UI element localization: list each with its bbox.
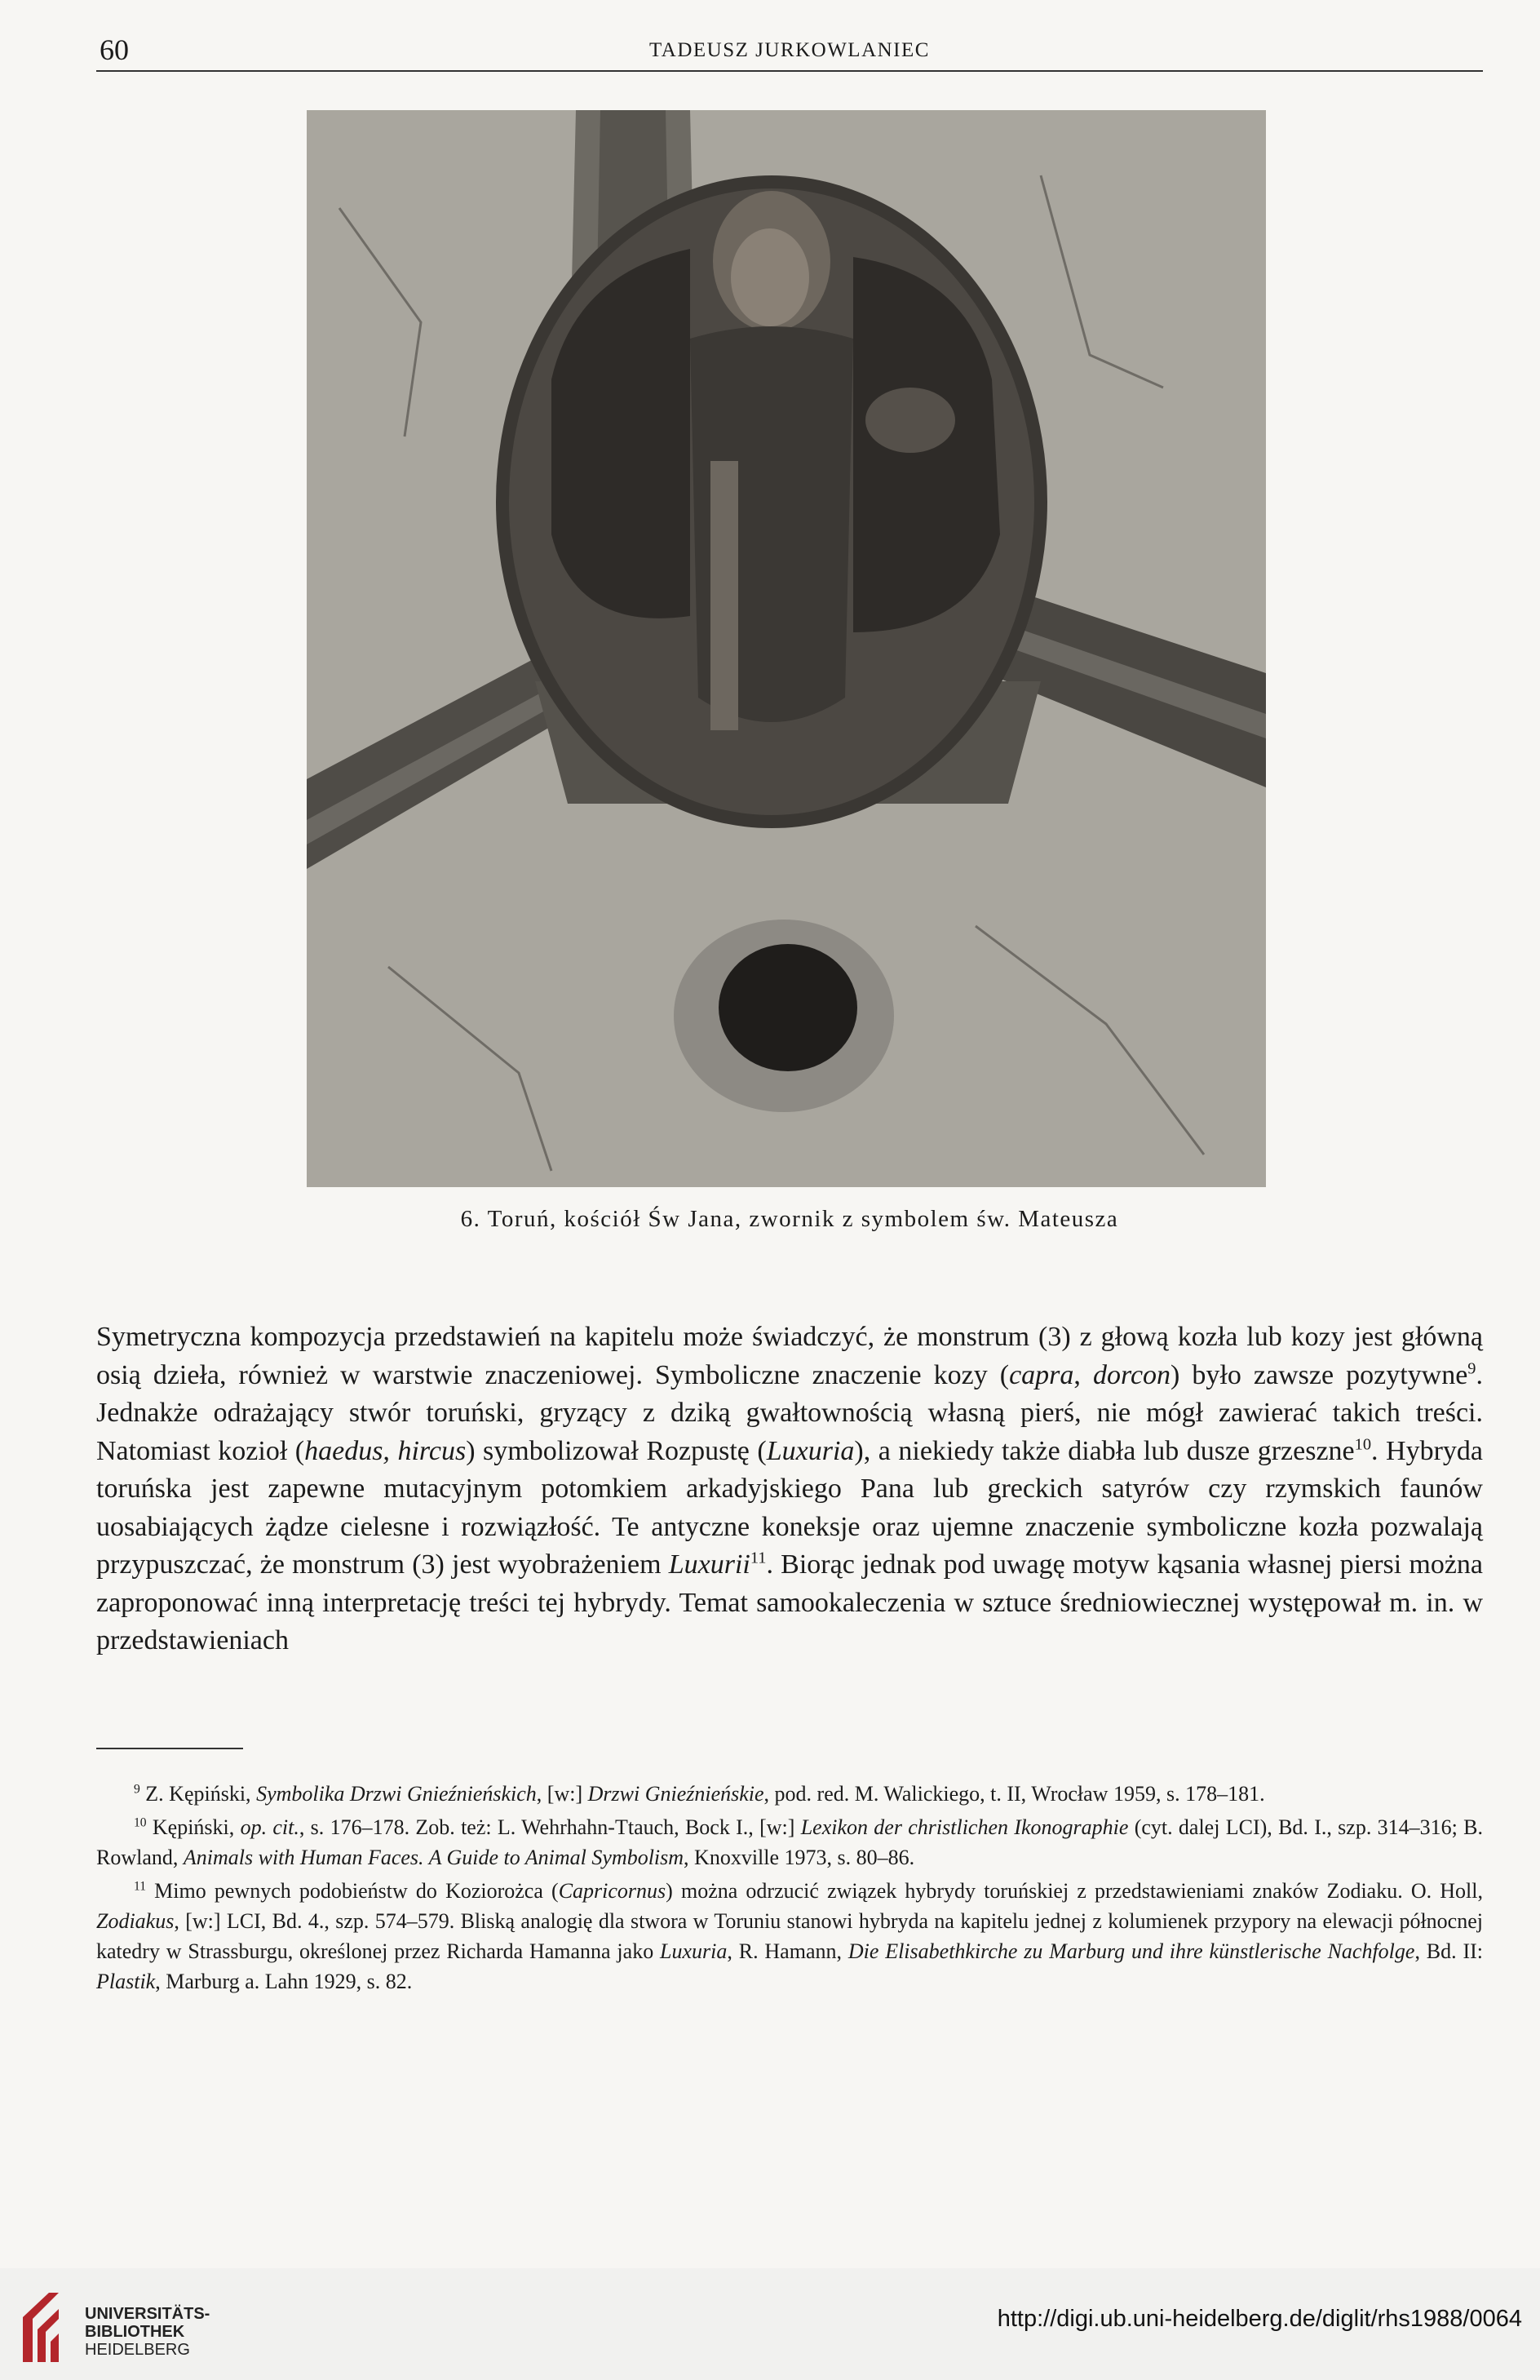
footnote-text: , [w:] LCI, Bd. 4., szp. 574–579. Bliską analogię dla stwora w Toruniu stanowi hybryda na kapitelu jednej z kolumienek przypory na elewacji północnej katedry w Strassburgu, określonej przez Richarda Hamanna jako [96,1909,1483,1963]
footnote-text: , R. Hamann, [727,1939,848,1963]
footnote-text: Kępiński, [146,1815,241,1839]
body-text-run: . Biorąc jednak pod uwagę motyw kąsania własnej piersi można zaproponować inną interpretację treści tej hybrydy. Temat samookaleczenia w sztuce średniowiecznej występował m. in. w przedstawieniach [96,1549,1483,1655]
library-name[interactable] [85,2305,210,2359]
footnote-10 [96,1812,1483,1873]
figure-caption: 6. Toruń, kościół Św Jana, zwornik z symbolem św. Mateusza [460,1206,1119,1232]
page-number: 60 [100,33,129,66]
body-text-run: . Hybryda toruńska jest zapewne mutacyjnym potomkiem arkadyjskiego Pana lub greckich satyrów czy rzymskich faunów uosabiających żądze cielesne i rozwiązłość. Te antyczne koneksje oraz ujemne znaczenie symboliczne kozła pozwalają przypuszczać, że monstrum (3) jest wyobrażeniem [96,1435,1484,1580]
source-url-link[interactable]: http://digi.ub.uni-heidelberg.de/diglit/rhs1988/0064 [997,2306,1522,2332]
body-text-run: ) symbolizował Rozpustę ( [466,1435,767,1466]
footnote-text: , Bd. II: [1414,1939,1484,1963]
library-name-line: UNIVERSITÄTS- [85,2305,210,2323]
footnote-italic: Symbolika Drzwi Gnieźnieńskich [256,1782,537,1806]
footnote-11 [96,1876,1483,1997]
footnote-text: , s. 176–178. Zob. też: L. Wehrhahn-Ttauch, Bock I., [w:] [299,1815,801,1839]
body-text-run: . Jednakże odrażający stwór toruński, gryzący z dziką gwałtownością własną pierś, nie mógł zawierać takich treści. Natomiast kozioł ( [96,1359,1483,1466]
footnote-italic: Lexikon der christlichen Ikonographie [800,1815,1129,1839]
footnote-italic: op. cit. [240,1815,299,1839]
footnote-number: 9 [134,1782,140,1797]
footnote-number: 11 [134,1879,147,1894]
library-name-line: HEIDELBERG [85,2341,190,2359]
body-text-italic: dorcon [1092,1359,1171,1390]
running-head: TADEUSZ JURKOWLANIEC [649,39,930,61]
footnote-italic: Luxuria [660,1939,728,1963]
body-text-italic: Luxurii [668,1549,750,1580]
page-header [96,33,1483,72]
footnote-italic: Zodiakus [96,1909,175,1933]
footnote-ref-10: 10 [1354,1435,1372,1454]
library-name-line: BIBLIOTHEK [85,2323,185,2341]
footnote-text: , [w:] [536,1782,588,1806]
body-text-run: Symetryczna kompozycja przedstawień na kapitelu może świadczyć, że monstrum (3) z głową kozła lub kozy jest główną osią dzieła, również w warstwie znaczeniowej. Symboliczne znaczenie kozy ( [96,1322,1483,1390]
body-text-italic: haedus, hircus [304,1435,467,1466]
footnote-italic: Plastik [96,1970,156,1993]
footnote-text: , pod. red. M. Walickiego, t. II, Wrocław 1959, s. 178–181. [763,1782,1265,1806]
body-text-run: ) było zawsze pozytywne [1170,1359,1468,1390]
body-paragraph [96,1319,1483,1660]
body-text-italic: Luxuria [766,1435,855,1466]
body-text-run: ), a niekiedy także diabła lub dusze grzeszne [854,1435,1355,1466]
footnote-text: , Knoxville 1973, s. 80–86. [684,1846,915,1869]
footnote-ref-11: 11 [750,1549,767,1567]
footnote-text: Z. Kępiński, [139,1782,257,1806]
footnote-italic: Drzwi Gnieźnieńskie [587,1782,764,1806]
footnote-text: , Marburg a. Lahn 1929, s. 82. [155,1970,413,1993]
footnotes [96,1779,1483,2000]
footnote-ref-9: 9 [1467,1359,1476,1378]
footnote-italic: Animals with Human Faces. A Guide to Animal Symbolism [183,1846,684,1869]
footnote-text: Mimo pewnych podobieństw do Koziorożca ( [146,1879,559,1903]
figure-photo-keystone [307,110,1266,1187]
body-text-run: , [1073,1359,1093,1390]
footnote-9 [96,1779,1483,1809]
footnote-text: ) można odrzucić związek hybrydy toruńskiej z przedstawieniami znaków Zodiaku. O. Holl, [666,1879,1484,1903]
footnote-text: (cyt. dalej LCI), Bd. I., szp. 314–316; B. Rowland, [96,1815,1483,1869]
body-text-italic: capra [1009,1359,1074,1390]
footnote-number: 10 [134,1815,147,1830]
footnote-divider [96,1748,243,1749]
footnote-italic: Capricornus [558,1879,666,1903]
library-logo-icon[interactable] [16,2285,65,2366]
footnote-italic: Die Elisabethkirche zu Marburg und ihre künstlerische Nachfolge [847,1939,1415,1963]
